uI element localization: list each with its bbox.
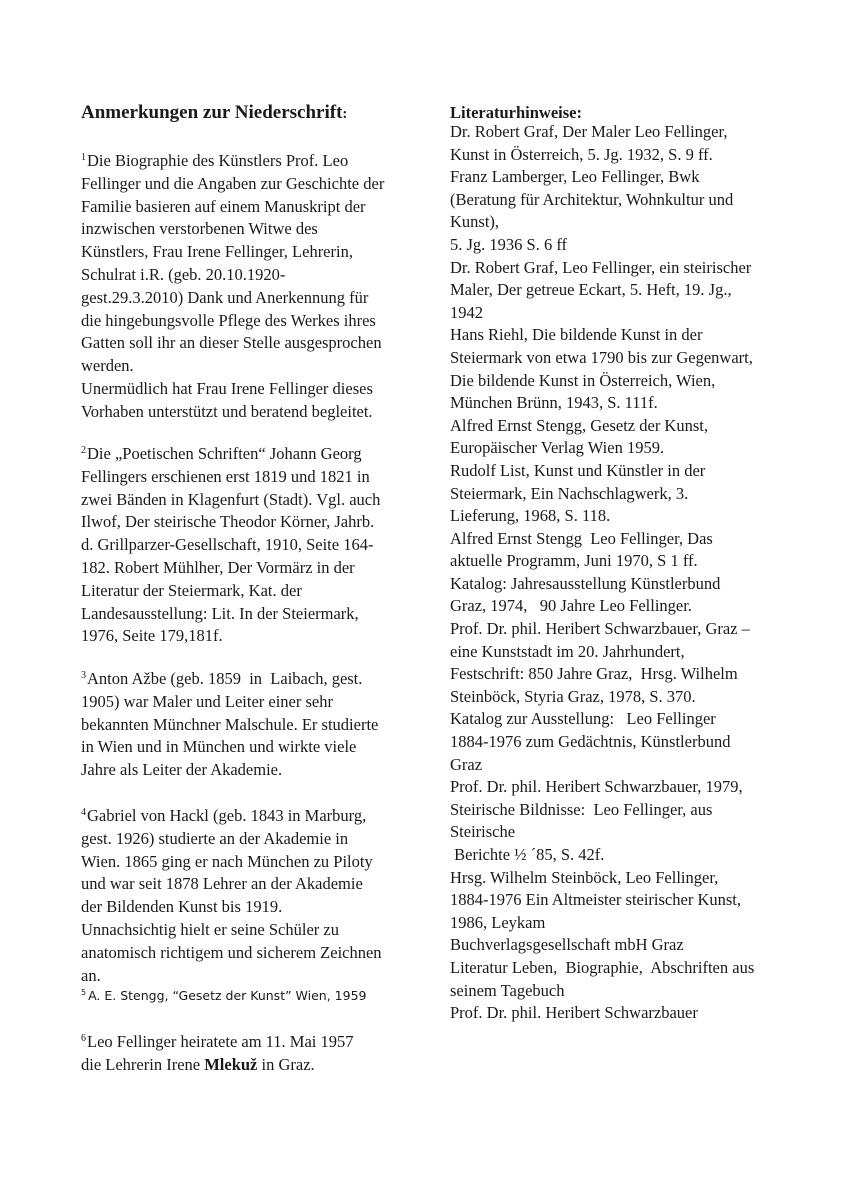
note1-line	[81, 150, 421, 173]
footnote-1	[81, 150, 421, 424]
heading-text: Anmerkungen zur Niederschrift	[81, 102, 343, 123]
note2-text: d. Grillparzer-Gesellschaft, 1910, Seite 164-	[81, 535, 374, 555]
note3-line	[81, 736, 421, 759]
literature-list	[450, 121, 780, 1025]
note3-text: bekannten Münchner Malschule. Er studierte	[81, 714, 379, 734]
note2-text: 1976, Seite 179,181f.	[81, 626, 223, 646]
literature-line: 1942	[450, 302, 483, 322]
note4-text: anatomisch richtigem und sicherem Zeichnen	[81, 942, 382, 962]
heading-colon: :	[342, 106, 348, 122]
literature-line: Rudolf List, Kunst und Künstler in der	[450, 460, 706, 480]
note4-line	[81, 805, 421, 828]
note3-text: in Wien und in München und wirkte viele	[81, 737, 357, 757]
literature-line: Alfred Ernst Stengg, Gesetz der Kunst,	[450, 415, 708, 435]
note1-text: Vorhaben unterstützt und beratend begleitet.	[81, 401, 373, 421]
note2-text: Literatur der Steiermark, Kat. der	[81, 580, 302, 600]
note1-text: Familie basieren auf einem Manuskript der	[81, 196, 366, 216]
footnote-5	[81, 988, 366, 1003]
note1-marker: 1	[81, 152, 86, 163]
note3-text: Jahre als Leiter der Akademie.	[81, 760, 283, 780]
footnote-2	[81, 443, 421, 648]
literature-line: Prof. Dr. phil. Heribert Schwarzbauer	[450, 1003, 698, 1023]
footnote-6-line-2	[81, 1054, 421, 1077]
footnote-5-marker: 5	[81, 988, 87, 997]
literature-line: Kunst),	[450, 212, 500, 232]
note1-text: Fellinger und die Angaben zur Geschichte der	[81, 173, 385, 193]
note3-line	[81, 668, 421, 691]
note3-marker: 3	[81, 670, 86, 681]
literature-line: 1884-1976 Ein Altmeister steirischer Kunst,	[450, 890, 741, 910]
literature-line: aktuelle Programm, Juni 1970, S 1 ff.	[450, 551, 698, 571]
literature-line: Graz, 1974, 90 Jahre Leo Fellinger.	[450, 596, 692, 616]
note2-text: Ilwof, Der steirische Theodor Körner, Jahrb.	[81, 512, 375, 532]
footnote-4	[81, 805, 421, 987]
literature-line: Literatur Leben, Biographie, Abschriften aus	[450, 957, 755, 977]
note3-line	[81, 759, 421, 782]
note1-text: werden.	[81, 356, 134, 376]
literature-line: 5. Jg. 1936 S. 6 ff	[450, 234, 568, 254]
note2-text: zwei Bänden in Klagenfurt (Stadt). Vgl. auch	[81, 489, 381, 509]
note4-line	[81, 896, 421, 919]
note1-text: Gatten soll ihr an dieser Stelle ausgesprochen	[81, 333, 382, 353]
note4-text: Unnachsichtig hielt er seine Schüler zu	[81, 919, 339, 939]
literature-line: Europäischer Verlag Wien 1959.	[450, 438, 665, 458]
note2-text: Landesausstellung: Lit. In der Steiermark,	[81, 603, 359, 623]
note4-text: Gabriel von Hackl (geb. 1843 in Marburg,	[87, 806, 367, 825]
footnote-6-marker: 6	[81, 1033, 86, 1044]
literature-line: seinem Tagebuch	[450, 980, 565, 1000]
note1-line	[81, 355, 421, 378]
literature-line: Steirische Bildnisse: Leo Fellinger, aus	[450, 799, 713, 819]
literature-line: Steinböck, Styria Graz, 1978, S. 370.	[450, 686, 696, 706]
literature-line: Die bildende Kunst in Österreich, Wien,	[450, 370, 716, 390]
note4-text: gest. 1926) studierte an der Akademie in	[81, 828, 349, 848]
note2-line	[81, 489, 421, 512]
literature-line: eine Kunststadt im 20. Jahrhundert,	[450, 641, 685, 661]
note1-line	[81, 218, 421, 241]
note2-line	[81, 443, 421, 466]
note1-line	[81, 241, 421, 264]
literature-line: Graz	[450, 754, 483, 774]
literature-line: 1986, Leykam	[450, 912, 546, 932]
note2-line	[81, 466, 421, 489]
note4-text: Wien. 1865 ging er nach München zu Piloty	[81, 851, 373, 871]
note1-line	[81, 287, 421, 310]
note2-marker: 2	[81, 445, 86, 456]
note1-text: die hingebungsvolle Pflege des Werkes ihres	[81, 310, 376, 330]
note3-text: 1905) war Maler und Leiter einer sehr	[81, 691, 333, 711]
note2-line	[81, 534, 421, 557]
note1-line	[81, 401, 421, 424]
literature-line: (Beratung für Architektur, Wohnkultur und	[450, 189, 734, 209]
note4-line	[81, 873, 421, 896]
literature-line: Steiermark, Ein Nachschlagwerk, 3.	[450, 483, 689, 503]
literature-line: Hrsg. Wilhelm Steinböck, Leo Fellinger,	[450, 867, 719, 887]
footnote-6-text-1: Leo Fellinger heiratete am 11. Mai 1957	[87, 1032, 354, 1051]
note4-marker: 4	[81, 807, 86, 818]
note1-line	[81, 310, 421, 333]
page-heading	[81, 102, 347, 124]
note1-line	[81, 378, 421, 401]
literature-line: Dr. Robert Graf, Leo Fellinger, ein steirischer	[450, 257, 752, 277]
note1-text: Schulrat i.R. (geb. 20.10.1920-	[81, 264, 286, 284]
note1-text: gest.29.3.2010) Dank und Anerkennung für	[81, 287, 369, 307]
footnote-6-text-2a: die Lehrerin Irene	[81, 1054, 205, 1074]
footnote-6	[81, 1031, 421, 1077]
literature-line: Katalog: Jahresausstellung Künstlerbund	[450, 573, 721, 593]
footnote-6-bold-name: Mlekuž	[204, 1054, 258, 1074]
literature-line: Dr. Robert Graf, Der Maler Leo Fellinger,	[450, 122, 728, 141]
note1-text: inzwischen verstorbenen Witwe des	[81, 219, 318, 239]
literature-line: Hans Riehl, Die bildende Kunst in der	[450, 325, 703, 345]
literature-line: Lieferung, 1968, S. 118.	[450, 506, 611, 526]
literature-line: Steiermark von etwa 1790 bis zur Gegenwart,	[450, 347, 753, 367]
literature-line: Steirische	[450, 822, 516, 842]
footnote-3	[81, 668, 421, 782]
note3-line	[81, 714, 421, 737]
literature-line: Prof. Dr. phil. Heribert Schwarzbauer, Graz –	[450, 619, 750, 639]
literature-line: Maler, Der getreue Eckart, 5. Heft, 19. Jg.,	[450, 280, 732, 300]
note2-text: Fellingers erschienen erst 1819 und 1821 in	[81, 466, 370, 486]
literature-line: Alfred Ernst Stengg Leo Fellinger, Das	[450, 528, 713, 548]
literature-line: Katalog zur Ausstellung: Leo Fellinger	[450, 709, 716, 729]
note1-text: Die Biographie des Künstlers Prof. Leo	[87, 151, 349, 170]
literature-line: Prof. Dr. phil. Heribert Schwarzbauer, 1979,	[450, 777, 743, 797]
note2-line	[81, 603, 421, 626]
note3-line	[81, 691, 421, 714]
literature-line: Kunst in Österreich, 5. Jg. 1932, S. 9 ff.	[450, 144, 713, 164]
note3-text: Anton Ažbe (geb. 1859 in Laibach, gest.	[87, 669, 363, 688]
note1-line	[81, 264, 421, 287]
literature-line: München Brünn, 1943, S. 111f.	[450, 393, 658, 413]
footnote-6-text-2b: in Graz.	[257, 1054, 315, 1074]
note4-text: und war seit 1878 Lehrer an der Akademie	[81, 874, 363, 894]
note1-line	[81, 196, 421, 219]
note4-line	[81, 919, 421, 942]
note1-text: Unermüdlich hat Frau Irene Fellinger dieses	[81, 378, 373, 398]
note4-text: an.	[81, 965, 101, 985]
footnote-6-line-1	[81, 1031, 421, 1054]
literature-line: Festschrift: 850 Jahre Graz, Hrsg. Wilhelm	[450, 664, 738, 684]
literature-line: 1884-1976 zum Gedächtnis, Künstlerbund	[450, 732, 731, 752]
note4-line	[81, 828, 421, 851]
note4-line	[81, 942, 421, 965]
note4-text: der Bildenden Kunst bis 1919.	[81, 897, 283, 917]
note1-line	[81, 332, 421, 355]
literature-line: Buchverlagsgesellschaft mbH Graz	[450, 935, 684, 955]
note2-text: Die „Poetischen Schriften“ Johann Georg	[87, 444, 362, 463]
footnote-5-text: A. E. Stengg, “Gesetz der Kunst” Wien, 1959	[88, 988, 367, 1003]
note4-line	[81, 965, 421, 988]
note2-line	[81, 580, 421, 603]
note2-line	[81, 511, 421, 534]
note4-line	[81, 851, 421, 874]
note2-line	[81, 625, 421, 648]
literature-line: Berichte ½ ´85, S. 42f.	[450, 845, 605, 864]
literature-title: Literaturhinweise:	[450, 103, 582, 122]
literature-line: Franz Lamberger, Leo Fellinger, Bwk	[450, 167, 700, 187]
note2-text: 182. Robert Mühlher, Der Vormärz in der	[81, 557, 355, 577]
note2-line	[81, 557, 421, 580]
note1-line	[81, 173, 421, 196]
note1-text: Künstlers, Frau Irene Fellinger, Lehrerin,	[81, 242, 353, 262]
